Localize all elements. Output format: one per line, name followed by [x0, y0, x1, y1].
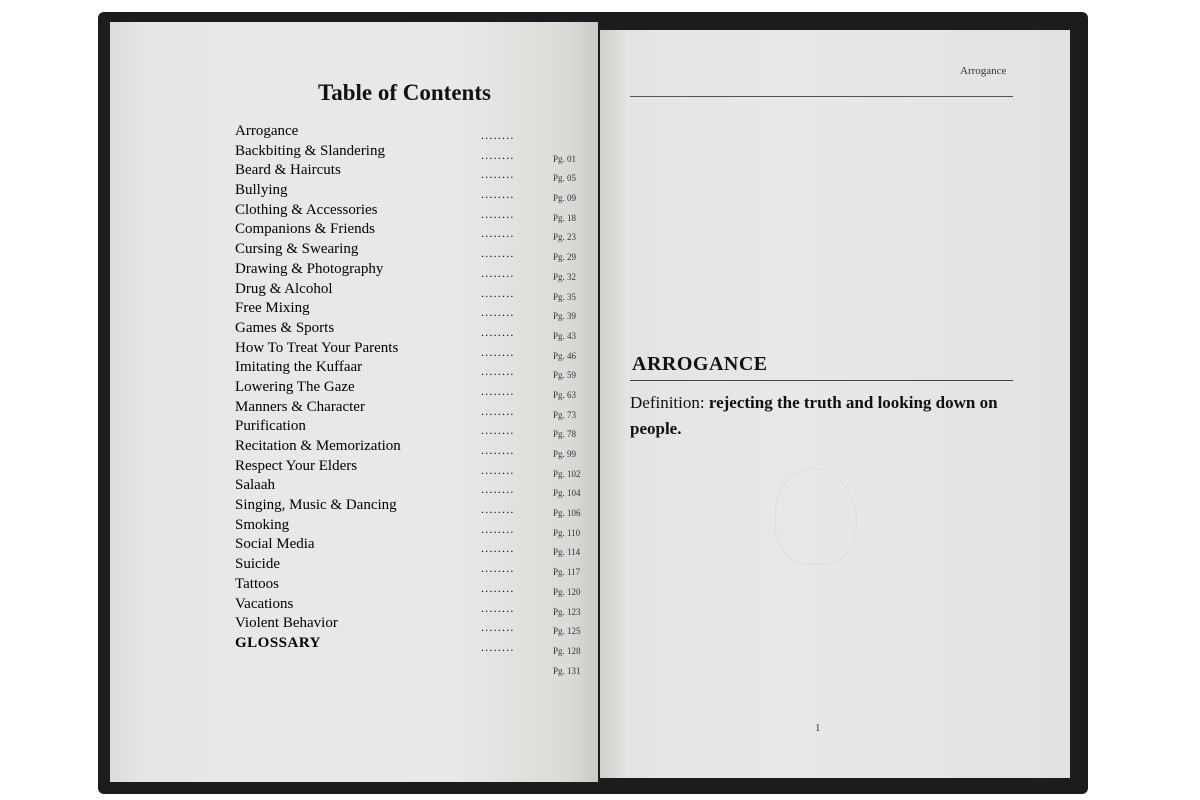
- toc-entry: [235, 476, 585, 499]
- toc-entry-page: Pg. 63: [553, 389, 577, 400]
- toc-entry-page: Pg. 104: [553, 488, 581, 499]
- toc-entry-page: Pg. 43: [553, 330, 577, 341]
- toc-entry-label: Lowering The Gaze: [235, 378, 355, 395]
- toc-entry-page: Pg. 18: [553, 212, 577, 223]
- toc-leader-dots: ........: [481, 600, 515, 615]
- toc-entry: [235, 457, 585, 477]
- toc-entry-label: Social Media: [235, 536, 315, 553]
- toc-entry-label: How To Treat Your Parents: [235, 339, 399, 356]
- toc-entry: [235, 358, 585, 381]
- toc-entry-page: Pg. 59: [553, 370, 577, 381]
- toc-entry: [235, 339, 585, 359]
- toc-leader-dots: ........: [481, 383, 515, 398]
- toc-leader-dots: ........: [481, 206, 515, 221]
- toc-leader-dots: ........: [481, 561, 515, 576]
- toc-entry: [235, 299, 585, 322]
- toc-entry-label: Respect Your Elders: [235, 457, 358, 474]
- toc-entry-label: Recitation & Memorization: [235, 438, 401, 454]
- toc-entry-label: Manners & Character: [235, 398, 365, 415]
- toc-entry-page: Pg. 117: [553, 567, 581, 578]
- toc-entry-page: Pg. 05: [553, 173, 577, 184]
- toc-entry: [235, 260, 585, 280]
- toc-leader-dots: ........: [481, 620, 515, 635]
- toc-entry-page: Pg. 114: [553, 547, 581, 558]
- toc-entry-label: Vacations: [235, 595, 294, 612]
- toc-entry: [235, 595, 585, 615]
- toc-entry: [235, 555, 585, 578]
- toc-entry-page: Pg. 110: [553, 527, 581, 538]
- toc-entry: [235, 122, 585, 142]
- toc-leader-dots: ........: [481, 580, 515, 595]
- toc-entry: [235, 240, 585, 263]
- toc-entry-label: Drug & Alcohol: [235, 280, 333, 297]
- toc-leader-dots: ........: [481, 403, 515, 418]
- toc-leader-dots: ........: [481, 128, 515, 142]
- toc-entry-label: Singing, Music & Dancing: [235, 497, 397, 514]
- toc-entry-label: Free Mixing: [235, 300, 310, 317]
- toc-leader-dots: ........: [481, 443, 515, 457]
- running-header: Arrogance: [960, 65, 1007, 77]
- toc-leader-dots: ........: [481, 364, 515, 379]
- toc-leader-dots: ........: [481, 246, 515, 261]
- toc-entry: [235, 614, 585, 637]
- toc-entry-label: Cursing & Swearing: [235, 241, 359, 258]
- toc-entry: [235, 516, 585, 536]
- toc-entry-page: Pg. 39: [553, 311, 577, 322]
- toc-leader-dots: ........: [481, 324, 515, 339]
- toc-entry-page: Pg. 120: [553, 586, 581, 597]
- toc-entry-page: Pg. 123: [553, 606, 581, 617]
- toc-entry-label: Arrogance: [235, 123, 299, 139]
- toc-title: Table of Contents: [318, 80, 491, 105]
- chapter-rule: [630, 380, 1013, 381]
- toc-entry-page: Pg. 73: [553, 409, 577, 420]
- toc-entry-page: Pg. 09: [553, 193, 577, 204]
- definition-prefix: Definition:: [630, 393, 709, 412]
- toc-entry-label: Companions & Friends: [235, 221, 376, 238]
- toc-entry-page: Pg. 46: [553, 350, 577, 361]
- toc-leader-dots: ........: [481, 502, 515, 517]
- toc-list: [235, 122, 585, 676]
- toc-leader-dots: ........: [481, 187, 515, 202]
- toc-entry: [235, 181, 585, 204]
- toc-entry-label: Backbiting & Slandering: [235, 142, 385, 159]
- toc-entry: [235, 437, 585, 457]
- toc-entry: [235, 535, 585, 558]
- toc-entry: [235, 378, 585, 398]
- toc-entry-page: Pg. 99: [553, 449, 577, 459]
- toc-entry: [235, 654, 585, 674]
- toc-leader-dots: ........: [481, 423, 515, 438]
- toc-entry: [235, 575, 585, 595]
- toc-entry: [235, 398, 585, 418]
- page-number: 1: [815, 722, 821, 734]
- toc-leader-dots: ........: [481, 226, 515, 241]
- toc-leader-dots: ........: [481, 521, 515, 536]
- toc-entry-label: Tattoos: [235, 575, 279, 592]
- toc-entry-label: Smoking: [235, 516, 290, 533]
- toc-entry-page: Pg. 125: [553, 626, 581, 637]
- toc-entry-label: Bullying: [235, 182, 288, 199]
- toc-leader-dots: ........: [481, 462, 515, 477]
- toc-entry-page: Pg. 32: [553, 271, 577, 282]
- toc-entry-label: Suicide: [235, 556, 280, 573]
- toc-entry-label: Violent Behavior: [235, 615, 338, 632]
- toc-entry-page: Pg. 131: [553, 665, 581, 676]
- toc-entry: [235, 220, 585, 243]
- toc-entry-page: Pg. 35: [553, 291, 577, 302]
- toc-leader-dots: ........: [481, 265, 515, 280]
- toc-entry-page: Pg. 78: [553, 429, 577, 440]
- toc-entry: [235, 496, 585, 519]
- toc-entry: [235, 319, 585, 339]
- toc-leader-dots: ........: [481, 541, 515, 556]
- header-rule: [630, 96, 1013, 97]
- toc-leader-dots: ........: [481, 285, 515, 300]
- toc-entry-label: Beard & Haircuts: [235, 162, 341, 179]
- toc-entry-page: Pg. 01: [553, 153, 577, 164]
- toc-entry-label: Drawing & Photography: [235, 260, 384, 277]
- toc-entry: [235, 634, 585, 654]
- toc-entry-page: Pg. 23: [553, 232, 577, 243]
- toc-entry-page: Pg. 106: [553, 508, 581, 519]
- toc-entry-page: Pg. 29: [553, 252, 577, 263]
- toc-entry-label: Games & Sports: [235, 319, 335, 336]
- toc-leader-dots: ........: [481, 344, 515, 359]
- toc-entry-label: Imitating the Kuffaar: [235, 359, 363, 376]
- toc-entry: [235, 142, 585, 162]
- toc-entry: [235, 161, 585, 184]
- toc-leader-dots: ........: [481, 639, 515, 654]
- definition-text: rejecting the truth and looking down on people.: [630, 393, 998, 438]
- toc-entry-page: Pg. 128: [553, 645, 581, 656]
- toc-entry: [235, 201, 585, 221]
- toc-entry-label: GLOSSARY: [235, 634, 321, 651]
- toc-entry: [235, 280, 585, 300]
- toc-leader-dots: ........: [481, 167, 515, 182]
- toc-entry-page: Pg. 102: [553, 468, 581, 479]
- toc-entry-label: Clothing & Accessories: [235, 201, 378, 218]
- toc-leader-dots: ........: [481, 147, 515, 162]
- toc-leader-dots: ........: [481, 305, 515, 320]
- toc-entry-label: Purification: [235, 418, 306, 435]
- toc-entry-label: Salaah: [235, 477, 275, 494]
- toc-leader-dots: ........: [481, 482, 515, 497]
- toc-entry: [235, 417, 585, 440]
- chapter-title: ARROGANCE: [632, 353, 768, 375]
- definition: [630, 390, 1015, 442]
